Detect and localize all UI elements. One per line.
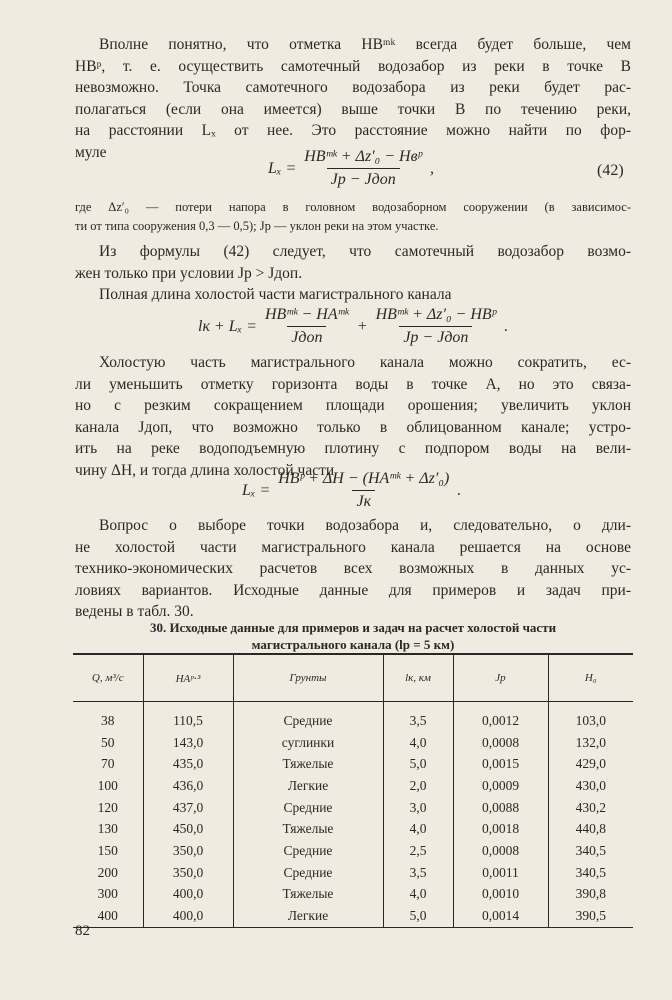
formula-fraction xyxy=(274,470,453,511)
formula-fraction xyxy=(300,148,426,189)
formula-numerator: HВᵐᵏ + Δz′₀ − HВᵖ xyxy=(375,306,497,323)
table-cell: 435,0 xyxy=(143,753,233,775)
table-cell: 400 xyxy=(73,905,143,927)
table-row xyxy=(73,702,633,732)
table-cell: 350,0 xyxy=(143,862,233,884)
table-cell: 5,0 xyxy=(383,753,453,775)
table-cell: 5,0 xyxy=(383,905,453,927)
table-cell: Тяжелые xyxy=(233,818,383,840)
table-cell: 132,0 xyxy=(548,732,633,754)
table-caption xyxy=(75,619,631,653)
column-header: Jр xyxy=(453,654,548,702)
table-cell: 50 xyxy=(101,734,115,750)
text-line: не холостой части магистрального канала решается на основе xyxy=(75,538,631,556)
table-cell: 2,5 xyxy=(383,840,453,862)
table-cell: 390,5 xyxy=(548,905,633,927)
formula-reduced-length xyxy=(242,470,461,511)
table-cell: 350,0 xyxy=(143,840,233,862)
table-cell: 130 xyxy=(97,821,118,837)
column-header: H₀ xyxy=(548,654,633,702)
paragraph-2 xyxy=(75,241,631,306)
formula-lhs: lк + Lₓ = xyxy=(198,317,257,335)
text-line: ли уменьшить отметку горизонта воды в точке A, но это связа- xyxy=(75,375,631,393)
text-line: жен только при условии Jр > Jдоп. xyxy=(75,264,303,282)
note xyxy=(75,198,631,236)
text-line: канала Jдоп, что возможно только в облицованном канале; устро- xyxy=(75,418,631,436)
text-line: Из формулы (42) следует, что самотечный водозабор возмо- xyxy=(99,243,631,260)
table-cell: Легкие xyxy=(233,775,383,797)
table-row xyxy=(73,797,633,819)
table-header-row xyxy=(73,654,633,702)
table-cell: Средние xyxy=(233,702,383,732)
text-line: технико-экономических расчетов всех возможных в данных ус- xyxy=(75,560,631,577)
table-caption-line: 30. Исходные данные для примеров и задач на расчет холостой части xyxy=(149,620,557,635)
column-header: Q, м³/с xyxy=(73,654,143,702)
text-line: ведены в табл. 30. xyxy=(75,603,194,620)
text-line: ловиях вариантов. Исходные данные для примеров и задач при- xyxy=(75,581,631,599)
text-line: невозможно. Точка самотечного водозабора из реки будет рас- xyxy=(75,79,631,96)
table-cell: Тяжелые xyxy=(233,884,383,906)
table-cell: 38 xyxy=(101,712,115,728)
table-cell: 430,0 xyxy=(548,775,633,797)
table-cell: 0,0008 xyxy=(453,840,548,862)
table-cell: 4,0 xyxy=(383,884,453,906)
text-line: Холостую часть магистрального канала можно сократить, ес- xyxy=(99,354,631,371)
paragraph-4 xyxy=(75,515,631,623)
data-table xyxy=(73,653,633,928)
column-header: lк, км xyxy=(383,654,453,702)
formula-full-length xyxy=(198,306,508,347)
table-cell: 0,0011 xyxy=(453,862,548,884)
table-cell: 0,0008 xyxy=(453,732,548,754)
table-row xyxy=(73,818,633,840)
table-cell: Легкие xyxy=(233,905,383,927)
formula-numerator: HВᵐᵏ − HАᵐᵏ xyxy=(264,306,349,323)
formula-fraction xyxy=(372,306,501,347)
formula-lhs: Lₓ = xyxy=(268,159,297,177)
formula-42 xyxy=(268,148,434,189)
table-cell: 390,8 xyxy=(548,884,633,906)
text-line: ить на реке водоподъемную плотину с подпором воды на вели- xyxy=(75,440,631,457)
table-row xyxy=(73,862,633,884)
column-header: Грунты xyxy=(233,654,383,702)
table-cell: 450,0 xyxy=(143,818,233,840)
table-row xyxy=(73,884,633,906)
table-cell: 200 xyxy=(97,864,118,880)
equation-number: (42) xyxy=(597,162,624,179)
text-line: муле xyxy=(75,143,107,161)
table-cell: Средние xyxy=(233,797,383,819)
text-line: Вполне понятно, что отметка HВᵐᵏ всегда будет больше, чем xyxy=(99,36,631,53)
table-cell: 400,0 xyxy=(143,884,233,906)
text-line: полагаться (если она имеется) выше точки B по течению реки, xyxy=(75,100,631,118)
table-cell: 430,2 xyxy=(548,797,633,819)
table-cell: 150 xyxy=(97,842,118,858)
table-cell: 400,0 xyxy=(143,905,233,927)
text-line: но с резким сокращением площади орошения; увеличить уклон xyxy=(75,397,631,414)
table-cell: 103,0 xyxy=(548,702,633,732)
table-cell: 0,0010 xyxy=(453,884,548,906)
formula-plus: + xyxy=(356,317,368,335)
formula-denominator: Jк xyxy=(352,490,375,511)
table-row xyxy=(73,753,633,775)
table-cell: Тяжелые xyxy=(233,753,383,775)
table-row xyxy=(73,840,633,862)
table-cell: Средние xyxy=(233,840,383,862)
text-line: HВᵖ, т. е. осуществить самотечный водозабор из реки в точке B xyxy=(75,57,631,75)
table-cell: 3,0 xyxy=(383,797,453,819)
formula-tail: , xyxy=(430,159,435,177)
table-cell: 437,0 xyxy=(143,797,233,819)
table-cell: 143,0 xyxy=(143,732,233,754)
text-line: Вопрос о выборе точки водозабора и, следовательно, о дли- xyxy=(99,517,631,534)
formula-fraction xyxy=(261,306,353,347)
table-body xyxy=(73,702,633,928)
formula-denominator: Jр − Jдоп xyxy=(327,168,400,189)
table-row xyxy=(73,775,633,797)
table-cell: 4,0 xyxy=(383,732,453,754)
text-line: чину ΔH, и тогда длина холостой части xyxy=(75,461,335,479)
page-number: 82 xyxy=(75,923,90,939)
formula-numerator: HВᵖ + ΔH − (HАᵐᵏ + Δz′₀) xyxy=(278,470,450,487)
table-cell: 0,0088 xyxy=(453,797,548,819)
table-cell: 3,5 xyxy=(383,702,453,732)
table-cell: Средние xyxy=(233,862,383,884)
text-line: Полная длина холостой части магистрального канала xyxy=(99,286,452,303)
formula-denominator: Jр − Jдоп xyxy=(399,326,472,347)
table-cell: суглинки xyxy=(233,732,383,754)
formula-tail: . xyxy=(457,481,462,499)
table-cell: 0,0009 xyxy=(453,775,548,797)
table-cell: 429,0 xyxy=(548,753,633,775)
table-cell: 440,8 xyxy=(548,818,633,840)
formula-lhs: Lₓ = xyxy=(242,481,271,499)
table-cell: 300 xyxy=(97,886,118,902)
table-cell: 0,0012 xyxy=(453,702,548,732)
note-line: ти от типа сооружения 0,3 — 0,5); Jр — уклон реки на этом участке. xyxy=(75,219,439,233)
table-row xyxy=(73,905,633,927)
table-cell: 340,5 xyxy=(548,840,633,862)
table-cell: 4,0 xyxy=(383,818,453,840)
table-cell: 0,0014 xyxy=(453,905,548,927)
table-cell: 3,5 xyxy=(383,862,453,884)
table-row xyxy=(73,732,633,754)
table-cell: 70 xyxy=(101,756,115,772)
table-cell: 436,0 xyxy=(143,775,233,797)
column-header: HАᵖ⋅³ xyxy=(143,654,233,702)
table-cell: 100 xyxy=(97,777,118,793)
formula-tail: . xyxy=(504,317,509,335)
table-cell: 120 xyxy=(97,799,118,815)
formula-denominator: Jдоп xyxy=(287,326,326,347)
paragraph-3 xyxy=(75,352,631,481)
text-line: на расстоянии Lₓ от нее. Это расстояние можно найти по фор- xyxy=(75,122,631,139)
table-caption-line: магистрального канала (lр = 5 км) xyxy=(251,637,455,652)
table-cell: 340,5 xyxy=(548,862,633,884)
formula-numerator: HВᵐᵏ + Δz′₀ − Hвᵖ xyxy=(304,148,423,165)
table-cell: 2,0 xyxy=(383,775,453,797)
note-line: где Δz′₀ — потери напора в головном водозаборном сооружении (в зависимос- xyxy=(75,200,631,214)
table-cell: 0,0018 xyxy=(453,818,548,840)
table-cell: 0,0015 xyxy=(453,753,548,775)
paragraph-1 xyxy=(75,34,631,163)
table-cell: 110,5 xyxy=(143,702,233,732)
